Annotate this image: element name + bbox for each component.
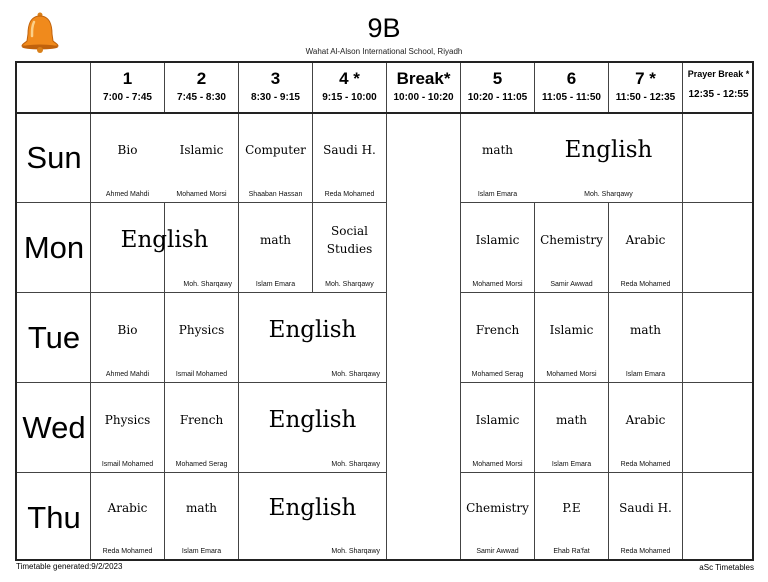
lesson-thu-5: Chemistry Samir Awwad — [466, 501, 529, 555]
lesson-mon-1-2: English Moh. Sharqawy — [120, 226, 232, 288]
page-title: 9B — [367, 13, 401, 43]
period-7-header: 7 * 11:50 - 12:35 — [615, 69, 676, 103]
lesson-tue-7: math Islam Emara — [625, 322, 666, 378]
period-6-header: 6 11:05 - 11:50 — [542, 69, 601, 103]
timetable-grid — [15, 61, 754, 561]
lesson-sun-3: Computer Shaaban Hassan — [245, 142, 306, 198]
period-4-header: 4 * 9:15 - 10:00 — [322, 69, 377, 103]
period-1-header: 1 7:00 - 7:45 — [103, 69, 152, 103]
lesson-wed-7: Arabic Reda Mohamed — [620, 412, 671, 468]
lesson-thu-2: math Islam Emara — [181, 501, 222, 555]
lesson-thu-7: Saudi H. Reda Mohamed — [619, 501, 672, 555]
generated-date: Timetable generated:9/2/2023 — [16, 562, 123, 571]
lesson-sun-5: math Islam Emara — [477, 142, 518, 198]
lesson-mon-5: Islamic Mohamed Morsi — [472, 232, 523, 288]
lesson-wed-6: math Islam Emara — [551, 412, 592, 468]
lesson-mon-7: Arabic Reda Mohamed — [620, 232, 671, 288]
lesson-tue-3-4: English Moh. Sharqawy — [268, 316, 380, 378]
lesson-thu-1: Arabic Reda Mohamed — [102, 501, 153, 555]
lesson-sun-1: Bio Ahmed Mahdi — [105, 142, 150, 198]
brand-credit: aSc Timetables — [699, 563, 754, 572]
lesson-mon-4: Social Studies Moh. Sharqawy — [325, 223, 374, 288]
lesson-sun-2: Islamic Mohamed Morsi — [176, 142, 227, 198]
day-wed: Wed — [22, 410, 86, 445]
lesson-tue-2: Physics Ismail Mohamed — [175, 322, 228, 378]
lesson-tue-6: Islamic Mohamed Morsi — [546, 322, 597, 378]
lesson-mon-6: Chemistry Samir Awwad — [540, 232, 603, 288]
lesson-tue-5: French Mohamed Serag — [471, 322, 524, 378]
prayer-break-header: Prayer Break * 12:35 - 12:55 — [687, 69, 750, 100]
day-tue: Tue — [27, 320, 81, 355]
period-2-header: 2 7:45 - 8:30 — [177, 69, 226, 103]
lesson-wed-5: Islamic Mohamed Morsi — [472, 412, 523, 468]
lesson-wed-1: Physics Ismail Mohamed — [101, 412, 154, 468]
lesson-thu-6: P.E Ehab Ra'fat — [553, 501, 590, 555]
lesson-sun-6-7: English Moh. Sharqawy — [564, 136, 653, 198]
period-5-header: 5 10:20 - 11:05 — [467, 69, 528, 103]
day-thu: Thu — [27, 500, 81, 535]
lesson-sun-4: Saudi H. Reda Mohamed — [323, 142, 376, 198]
school-name: Wahat Al-Alson International School, Riyadh — [305, 47, 463, 56]
day-sun: Sun — [26, 140, 82, 175]
break-header: Break* 10:00 - 10:20 — [393, 69, 454, 103]
period-3-header: 3 8:30 - 9:15 — [251, 69, 300, 103]
lesson-wed-2: French Mohamed Serag — [175, 412, 228, 468]
lesson-mon-3: math Islam Emara — [255, 232, 296, 288]
day-mon: Mon — [23, 230, 85, 265]
lesson-thu-3-4: English Moh. Sharqawy — [268, 495, 380, 555]
lesson-wed-3-4: English Moh. Sharqawy — [268, 406, 380, 468]
lesson-tue-1: Bio Ahmed Mahdi — [105, 322, 150, 378]
